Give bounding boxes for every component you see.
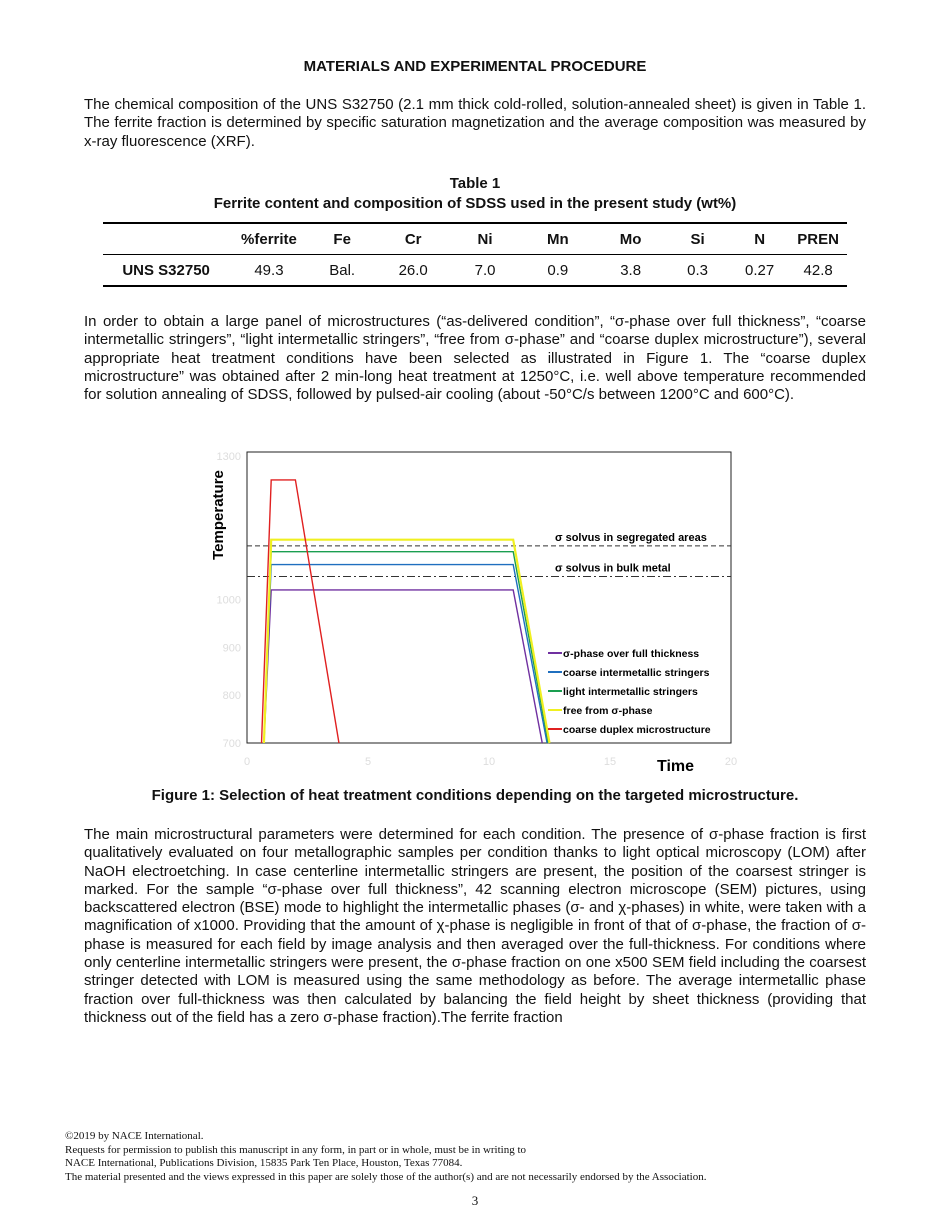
composition-table — [103, 222, 847, 287]
x-tick-label: 5 — [364, 756, 372, 768]
legend-label: σ-phase over full thickness — [563, 648, 700, 660]
y-tick-label: 700 — [222, 738, 241, 750]
y-tick-label: 1300 — [216, 451, 241, 463]
footer-line: The material presented and the views expressed in this paper are solely those of the author(s) and are not necessarily endorsed by the Association. — [65, 1170, 707, 1183]
y-tick-label: 1000 — [216, 594, 241, 607]
table-cell: 3.8 — [620, 261, 642, 279]
x-tick-label: 0 — [243, 756, 251, 768]
legend-label: free from σ-phase — [563, 705, 653, 717]
figure-caption: Figure 1: Selection of heat treatment conditions depending on the targeted microstructure. — [151, 787, 799, 804]
row-label: UNS S32750 — [122, 261, 210, 279]
table-header-cell: Mn — [547, 230, 569, 248]
legend-label: light intermetallic stringers — [563, 686, 698, 698]
table-header-cell: Cr — [404, 230, 422, 248]
table-header-cell: Ni — [477, 230, 493, 248]
legend-label: coarse duplex microstructure — [563, 724, 711, 736]
y-axis-label: Temperature — [209, 470, 227, 560]
table-header-cell: Si — [690, 230, 705, 248]
y-tick-label: 800 — [222, 690, 241, 703]
x-tick-label: 15 — [603, 756, 617, 768]
x-axis-label: Time — [657, 758, 695, 775]
table-header-cell: N — [754, 230, 766, 248]
y-tick-label: 900 — [222, 642, 241, 655]
footer — [65, 1130, 706, 1184]
table-cell: 26.0 — [398, 261, 428, 279]
legend-label: coarse intermetallic stringers — [563, 667, 710, 679]
footer-line: NACE International, Publications Division, 15835 Park Ten Place, Houston, Texas 77084. — [65, 1157, 463, 1169]
table-cell: 0.3 — [687, 261, 708, 279]
footer-copyright: ©2019 by NACE International. — [65, 1130, 204, 1142]
table-header-cell: Mo — [619, 230, 642, 248]
section-title: MATERIALS AND EXPERIMENTAL PROCEDURE — [303, 58, 647, 75]
table-title: Ferrite content and composition of SDSS used in the present study (wt%) — [213, 195, 737, 212]
paragraph-microstructures: In order to obtain a large panel of microstructures (“as-delivered condition”, “σ-phase over full thickness”, “coarse intermetallic stringers”, “light intermetallic stringers”, “free from σ-phase” and “coarse duplex microstructure”), several appropriate heat treatment conditions have been selected as illustrated in Figure 1. The “coarse duplex microstructure” was obtained after 2 min-long heat treatment at 1250°C, i.e. well above temperature recommended for solution annealing of SDSS, followed by pulsed-air cooling (about -50°C/s between 1200°C and 600°C). — [84, 313, 866, 404]
table-header-cell: PREN — [797, 230, 839, 248]
table-cell: 7.0 — [474, 261, 496, 279]
table-cell: Bal. — [329, 261, 356, 279]
paragraph-intro: The chemical composition of the UNS S32750 (2.1 mm thick cold-rolled, solution-annealed sheet) is given in Table 1. The ferrite fraction is determined by specific saturation magnetization and the average composition was measured by x-ray fluorescence (XRF). — [84, 96, 866, 150]
table-cell: 49.3 — [254, 261, 284, 279]
table-header-cell: %ferrite — [241, 230, 297, 248]
table-header-cell — [103, 223, 229, 255]
reference-line-label: σ solvus in bulk metal — [555, 562, 671, 575]
table-label: Table 1 — [449, 175, 501, 192]
table-row — [103, 255, 847, 287]
series-line — [264, 552, 548, 743]
x-tick-label: 20 — [724, 756, 738, 768]
footer-line: Requests for permission to publish this manuscript in any form, in part or in whole, must be in writing to — [65, 1143, 527, 1156]
table-header-cell: Fe — [333, 230, 351, 248]
table-cell: 42.8 — [803, 261, 833, 279]
page-number: 3 — [471, 1193, 479, 1208]
table-cell: 0.9 — [547, 261, 569, 279]
table-cell: 0.27 — [745, 261, 775, 279]
series-line — [264, 590, 542, 743]
table-header-row — [103, 223, 847, 255]
reference-line-label: σ solvus in segregated areas — [555, 531, 707, 544]
paragraph-methods: The main microstructural parameters were determined for each condition. The presence of σ-phase fraction is first qualitatively evaluated on four metallographic samples per condition thanks to light optical microscopy (LOM) after NaOH electroetching. In case centerline intermetallic stringers are present, the position of the coarsest stringer is marked. For the sample “σ-phase over full thickness”, 42 scanning electron microscope (SEM) pictures, using backscattered electron (BSE) mode to highlight the intermetallic phases (σ- and χ-phases) in white, were taken with a magnification of x1000. Providing that the amount of χ-phase is negligible in front of that of σ-phase, the fraction of σ-phase is measured for each field by image analysis and then averaged over the full-thickness. For conditions where only centerline intermetallic stringers were present, the σ-phase fraction on one x500 SEM field including the coarsest stringer detected with LOM is measured using the same methodology as before. The average intermetallic phase fraction over full-thickness was then calculated by balancing the field height by sheet thickness (providing that thickness out of the field has a zero σ-phase fraction).The ferrite fraction — [84, 826, 866, 1026]
series-line — [262, 480, 339, 743]
series-line — [264, 565, 547, 743]
plot-frame — [247, 452, 731, 743]
heat-treatment-chart — [205, 445, 750, 775]
series-line — [264, 540, 550, 743]
x-tick-label: 10 — [482, 756, 496, 768]
